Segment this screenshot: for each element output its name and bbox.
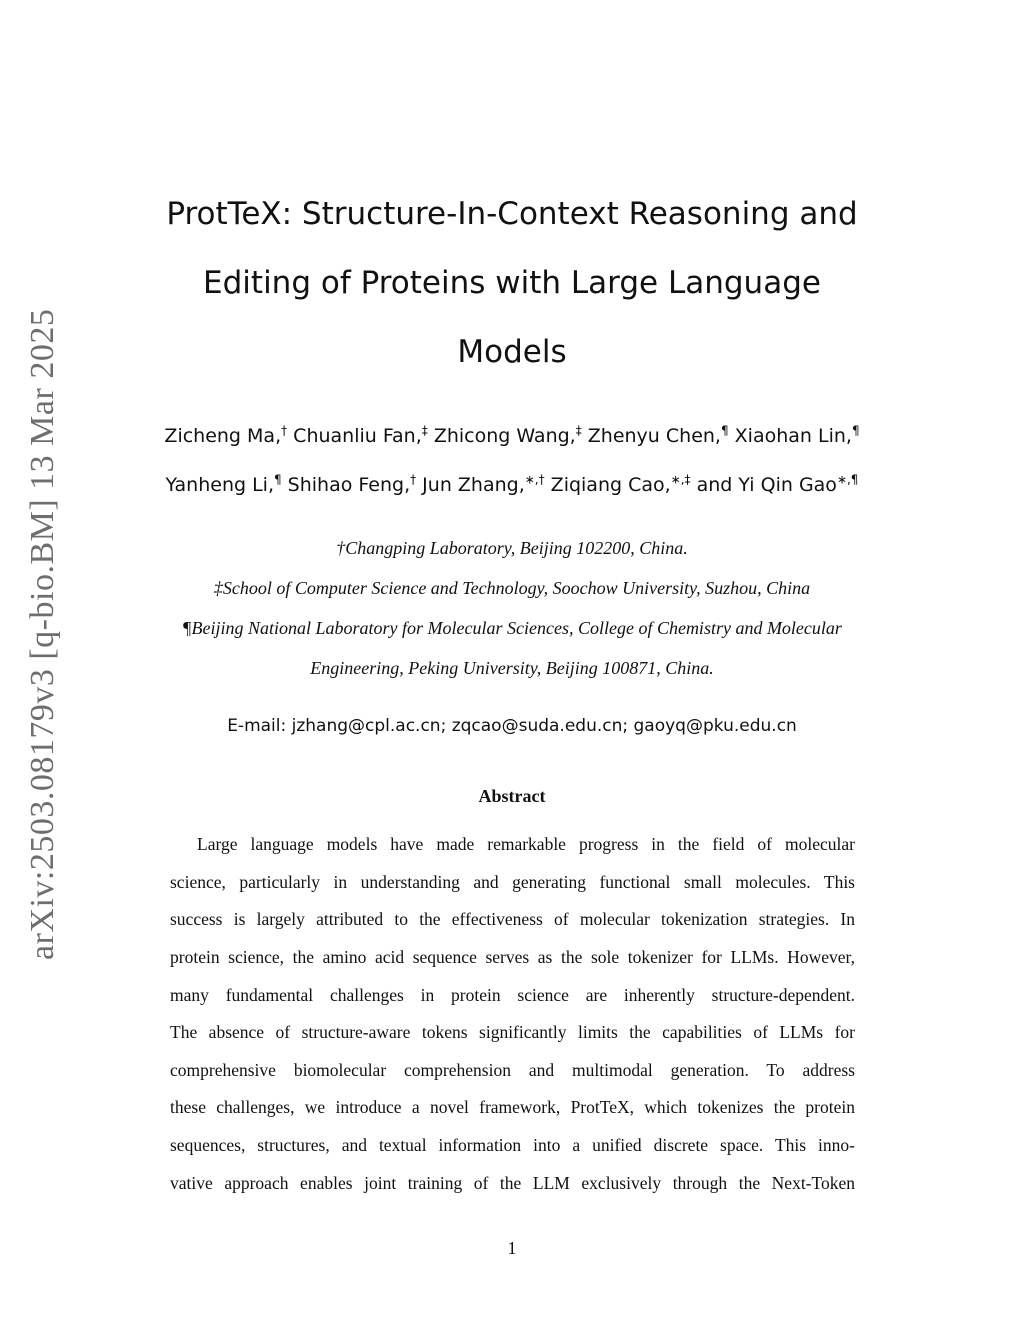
author-name: Xiaohan Lin, [734,425,852,447]
paper-title-line-3: Models [457,334,567,370]
author-affiliation-mark: ∗,¶ [836,472,859,487]
author-list-line-1 [100,425,924,447]
author-name: Shihao Feng, [287,474,411,496]
paper-title-line-1: ProtTeX: Structure-In-Context Reasoning and [166,196,858,232]
author-list-line-2 [100,474,924,496]
abstract-line: many fundamental challenges in protein science are inherently structure-dependent. [170,985,855,1005]
affiliation-peking-line-1 [60,618,964,639]
abstract-line: The absence of structure-aware tokens significantly limits the capabilities of LLMs for [170,1022,855,1042]
author-affiliation-mark: ‡ [421,423,428,438]
abstract-line: protein science, the amino acid sequence serves as the sole tokenizer for LLMs. However, [170,947,855,967]
abstract-line: science, particularly in understanding and generating functional small molecules. This [170,872,855,892]
author-name: Yanheng Li, [165,474,274,496]
author-affiliation-mark: ‡ [575,423,582,438]
abstract-line: Large language models have made remarkable progress in the field of molecular [197,834,855,854]
affiliation-changping [60,538,964,559]
author-affiliation-mark: ∗,† [524,472,545,487]
author-name: Chuanliu Fan, [293,425,422,447]
author-name: and Yi Qin Gao [696,474,837,496]
abstract-line: vative approach enables joint training of the LLM exclusively through the Next-Token [170,1173,855,1193]
arxiv-identifier-stamp: arXiv:2503.08179v3 [q-bio.BM] 13 Mar 2025 [24,308,61,960]
affiliation-text: Changping Laboratory, Beijing 102200, China. [345,538,688,558]
author-name: Zhenyu Chen, [587,425,721,447]
abstract-line: sequences, structures, and textual information into a unified discrete space. This inno- [170,1135,855,1155]
affiliation-mark: ¶ [182,618,192,638]
author-name: Zicheng Ma, [164,425,282,447]
affiliation-text: School of Computer Science and Technology, Soochow University, Suzhou, China [222,578,811,598]
abstract-line: success is largely attributed to the effectiveness of molecular tokenization strategies. In [170,909,855,929]
author-name: Zhicong Wang, [433,425,576,447]
author-affiliation-mark: ¶ [851,423,860,438]
affiliation-soochow [60,578,964,599]
author-affiliation-mark: ¶ [273,472,282,487]
author-name: Jun Zhang, [422,474,525,496]
abstract-line: these challenges, we introduce a novel framework, ProtTeX, which tokenizes the protein [170,1097,855,1117]
author-affiliation-mark: † [281,423,288,438]
paper-title-line-2: Editing of Proteins with Large Language [203,265,821,301]
author-affiliation-mark: ∗,‡ [670,472,691,487]
page-number: 1 [507,1238,517,1258]
contact-email: E-mail: jzhang@cpl.ac.cn; zqcao@suda.edu.cn; gaoyq@pku.edu.cn [227,716,797,736]
affiliation-mark: † [336,538,346,558]
abstract-line: comprehensive biomolecular comprehension and multimodal generation. To address [170,1060,855,1080]
author-name: Ziqiang Cao, [550,474,671,496]
abstract-heading: Abstract [478,786,546,806]
affiliation-text: Beijing National Laboratory for Molecular Sciences, College of Chemistry and Molecular [191,618,842,638]
author-affiliation-mark: ¶ [720,423,729,438]
author-affiliation-mark: † [410,472,417,487]
affiliation-mark: ‡ [213,578,223,598]
affiliation-peking-line-2: Engineering, Peking University, Beijing 100871, China. [310,658,714,678]
